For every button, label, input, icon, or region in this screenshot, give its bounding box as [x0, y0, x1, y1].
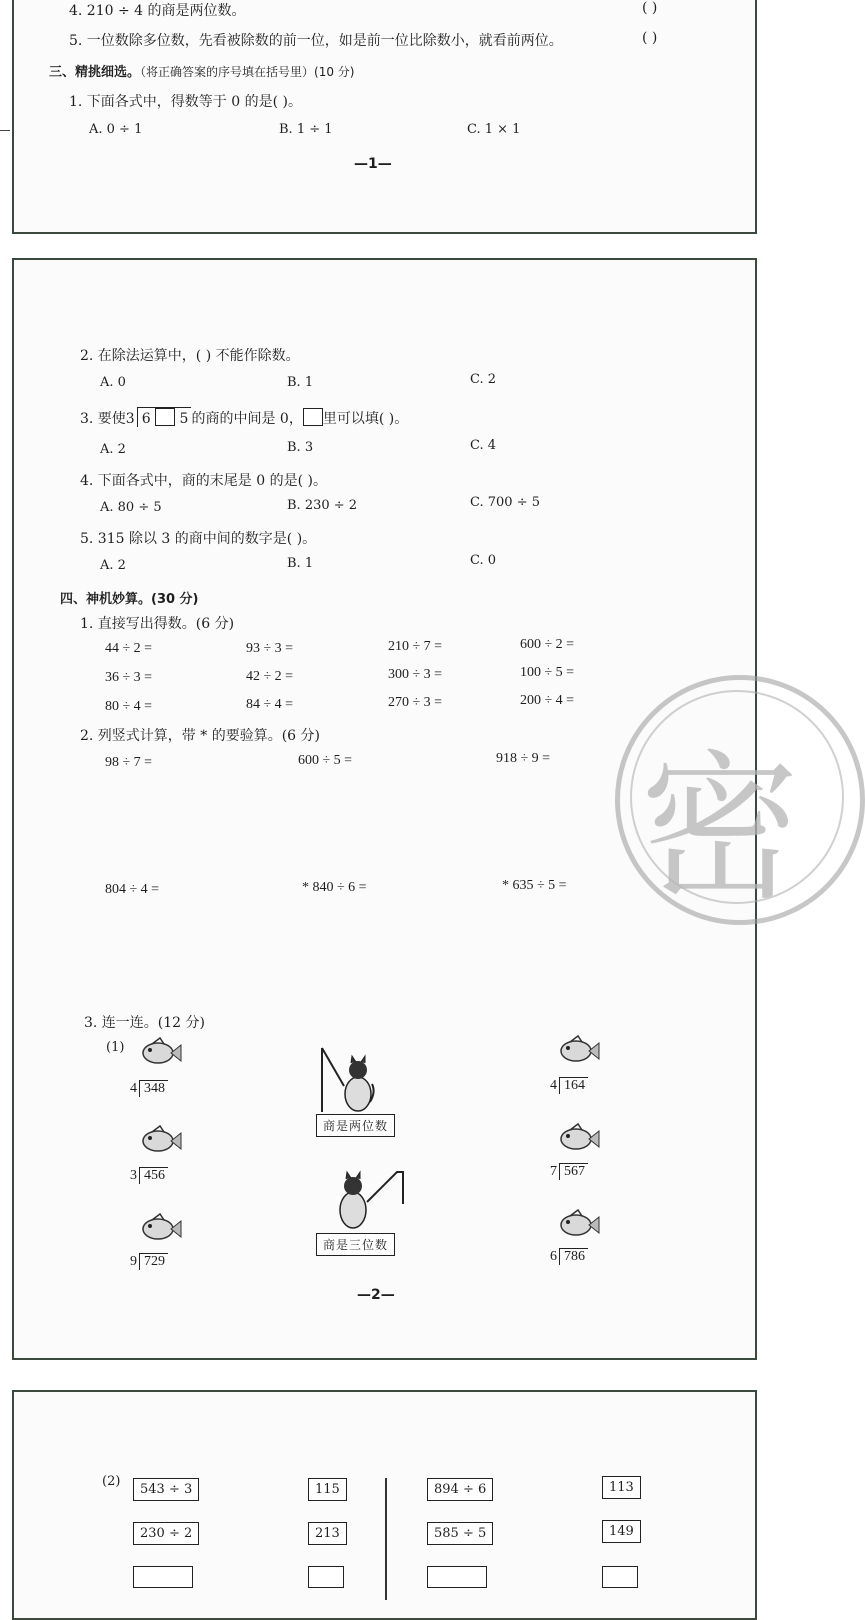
dividend: 164 — [559, 1077, 588, 1094]
left-expression-1[interactable]: 543 ÷ 3 — [133, 1478, 199, 1501]
calc-r1-c2: 93 ÷ 3 = — [246, 641, 294, 656]
part-2-label: (2) — [102, 1474, 121, 1489]
confidential-stamp-char: 密 — [640, 735, 801, 922]
choice-1-option-c: C. 1 × 1 — [467, 122, 521, 137]
part-1-label: (1) — [106, 1040, 125, 1055]
fish-icon — [552, 1034, 600, 1066]
q3-suffix: 里可以填( )。 — [322, 411, 409, 427]
calc-r1-c1: 44 ÷ 2 = — [105, 641, 153, 656]
choice-1-option-b: B. 1 ÷ 1 — [279, 122, 333, 137]
section-3-heading: 三、精挑细选。 — [49, 65, 141, 80]
q3-blank-box-ref — [303, 408, 323, 426]
choice-5-option-a: A. 2 — [100, 558, 126, 573]
vertical-calc-4: 804 ÷ 4 = — [105, 882, 160, 897]
right-result-2[interactable]: 149 — [602, 1520, 641, 1543]
margin-tick — [0, 130, 10, 131]
choice-4-option-c: C. 700 ÷ 5 — [470, 495, 540, 510]
calc-r2-c1: 36 ÷ 3 = — [105, 670, 153, 685]
right-division-1[interactable] — [550, 1077, 588, 1094]
q3-long-division — [135, 407, 192, 427]
calc-r3-c2: 84 ÷ 4 = — [246, 697, 294, 712]
section-4-part-2: 2. 列竖式计算，带 * 的要验算。(6 分) — [80, 728, 320, 744]
long-division — [550, 1077, 588, 1094]
choice-2-option-c: C. 2 — [470, 372, 497, 387]
section-4-title: 四、神机妙算。(30 分) — [60, 592, 199, 607]
vertical-calc-1: 98 ÷ 7 = — [105, 755, 153, 770]
calc-r3-c3: 270 ÷ 3 = — [388, 695, 443, 710]
divisor: 6 — [550, 1249, 557, 1264]
choice-3-option-b: B. 3 — [287, 440, 314, 455]
label-three-digit-quotient[interactable]: 商是三位数 — [316, 1233, 395, 1256]
choice-2-option-b: B. 1 — [287, 375, 314, 390]
left-division-2[interactable] — [130, 1167, 168, 1184]
judge-question-4: 4. 210 ÷ 4 的商是两位数。 — [69, 3, 246, 19]
left-result-3-partial[interactable] — [308, 1566, 344, 1588]
choice-2-option-a: A. 0 — [100, 375, 126, 390]
cat-icon — [318, 1046, 378, 1114]
left-expression-2[interactable]: 230 ÷ 2 — [133, 1522, 199, 1545]
dividend: 786 — [559, 1248, 588, 1265]
fish-icon — [134, 1212, 182, 1244]
fish-icon — [134, 1036, 182, 1068]
divisor: 3 — [130, 1168, 137, 1183]
right-expression-2[interactable]: 585 ÷ 5 — [427, 1522, 493, 1545]
dividend: 348 — [139, 1080, 168, 1097]
choice-4-option-b: B. 230 ÷ 2 — [287, 498, 358, 513]
calc-r3-c1: 80 ÷ 4 = — [105, 699, 153, 714]
long-division — [130, 1080, 168, 1097]
label-two-digit-quotient[interactable]: 商是两位数 — [316, 1114, 395, 1137]
vertical-calc-6: * 635 ÷ 5 = — [502, 878, 567, 893]
left-division-3[interactable] — [130, 1253, 168, 1270]
section-3-note: （将正确答案的序号填在括号里）(10 分) — [140, 65, 355, 79]
choice-3-option-a: A. 2 — [100, 442, 126, 457]
choice-4-option-a: A. 80 ÷ 5 — [100, 500, 162, 515]
left-division-1[interactable] — [130, 1080, 168, 1097]
answer-paren-5[interactable]: ( ) — [642, 30, 658, 46]
q3-dividend-digit-a: 6 — [141, 411, 151, 427]
dividend: 567 — [559, 1163, 588, 1180]
fish-icon — [134, 1124, 182, 1156]
vertical-calc-3: 918 ÷ 9 = — [496, 751, 551, 766]
calc-r2-c2: 42 ÷ 2 = — [246, 669, 294, 684]
left-result-1[interactable]: 115 — [308, 1478, 347, 1501]
dividend: 456 — [139, 1167, 168, 1184]
left-expression-3-partial[interactable] — [133, 1566, 193, 1588]
choice-question-1: 1. 下面各式中，得数等于 0 的是( )。 — [69, 94, 302, 110]
cat-icon — [333, 1164, 407, 1234]
calc-r1-c3: 210 ÷ 7 = — [388, 639, 443, 654]
calc-r3-c4: 200 ÷ 4 = — [520, 693, 575, 708]
long-division — [130, 1253, 168, 1270]
page-number-1: —1— — [354, 156, 392, 172]
long-division — [550, 1248, 588, 1265]
choice-5-option-c: C. 0 — [470, 553, 497, 568]
column-divider — [385, 1478, 387, 1600]
q3-dividend — [137, 407, 192, 427]
choice-question-4: 4. 下面各式中，商的末尾是 0 的是( )。 — [80, 473, 327, 489]
vertical-calc-5: * 840 ÷ 6 = — [302, 880, 367, 895]
section-4-part-1: 1. 直接写出得数。(6 分) — [80, 616, 235, 632]
calc-r2-c3: 300 ÷ 3 = — [388, 667, 443, 682]
vertical-calc-2: 600 ÷ 5 = — [298, 753, 353, 768]
judge-question-5: 5. 一位数除多位数，先看被除数的前一位，如是前一位比除数小，就看前两位。 — [69, 33, 563, 49]
right-result-1[interactable]: 113 — [602, 1476, 641, 1499]
page-number-2: —2— — [357, 1287, 395, 1303]
dividend: 729 — [139, 1253, 168, 1270]
choice-question-3 — [80, 407, 408, 428]
left-result-2[interactable]: 213 — [308, 1522, 347, 1545]
q3-blank-box[interactable] — [155, 408, 175, 426]
answer-paren-4[interactable]: ( ) — [642, 0, 658, 16]
choice-question-2: 2. 在除法运算中，( ) 不能作除数。 — [80, 348, 300, 364]
section-3-title — [49, 61, 354, 80]
calc-r2-c4: 100 ÷ 5 = — [520, 665, 575, 680]
right-division-2[interactable] — [550, 1163, 588, 1180]
right-expression-1[interactable]: 894 ÷ 6 — [427, 1478, 493, 1501]
q3-middle-text: 的商的中间是 0， — [191, 411, 303, 427]
q3-dividend-digit-b: 5 — [179, 411, 189, 427]
fish-icon — [552, 1208, 600, 1240]
section-4-part-3: 3. 连一连。(12 分) — [84, 1015, 205, 1031]
right-result-3-partial[interactable] — [602, 1566, 638, 1588]
divisor: 9 — [130, 1254, 137, 1269]
choice-3-option-c: C. 4 — [470, 438, 497, 453]
worksheet-page-1 — [12, 0, 757, 234]
divisor: 4 — [550, 1078, 557, 1093]
right-division-3[interactable] — [550, 1248, 588, 1265]
long-division — [130, 1167, 168, 1184]
choice-1-option-a: A. 0 ÷ 1 — [89, 122, 143, 137]
divisor: 7 — [550, 1164, 557, 1179]
long-division — [550, 1163, 588, 1180]
q3-prefix: 3. 要使3 — [80, 411, 135, 427]
choice-question-5: 5. 315 除以 3 的商中间的数字是( )。 — [80, 531, 317, 547]
divisor: 4 — [130, 1081, 137, 1096]
fish-icon — [552, 1122, 600, 1154]
calc-r1-c4: 600 ÷ 2 = — [520, 637, 575, 652]
right-expression-3-partial[interactable] — [427, 1566, 487, 1588]
choice-5-option-b: B. 1 — [287, 556, 314, 571]
